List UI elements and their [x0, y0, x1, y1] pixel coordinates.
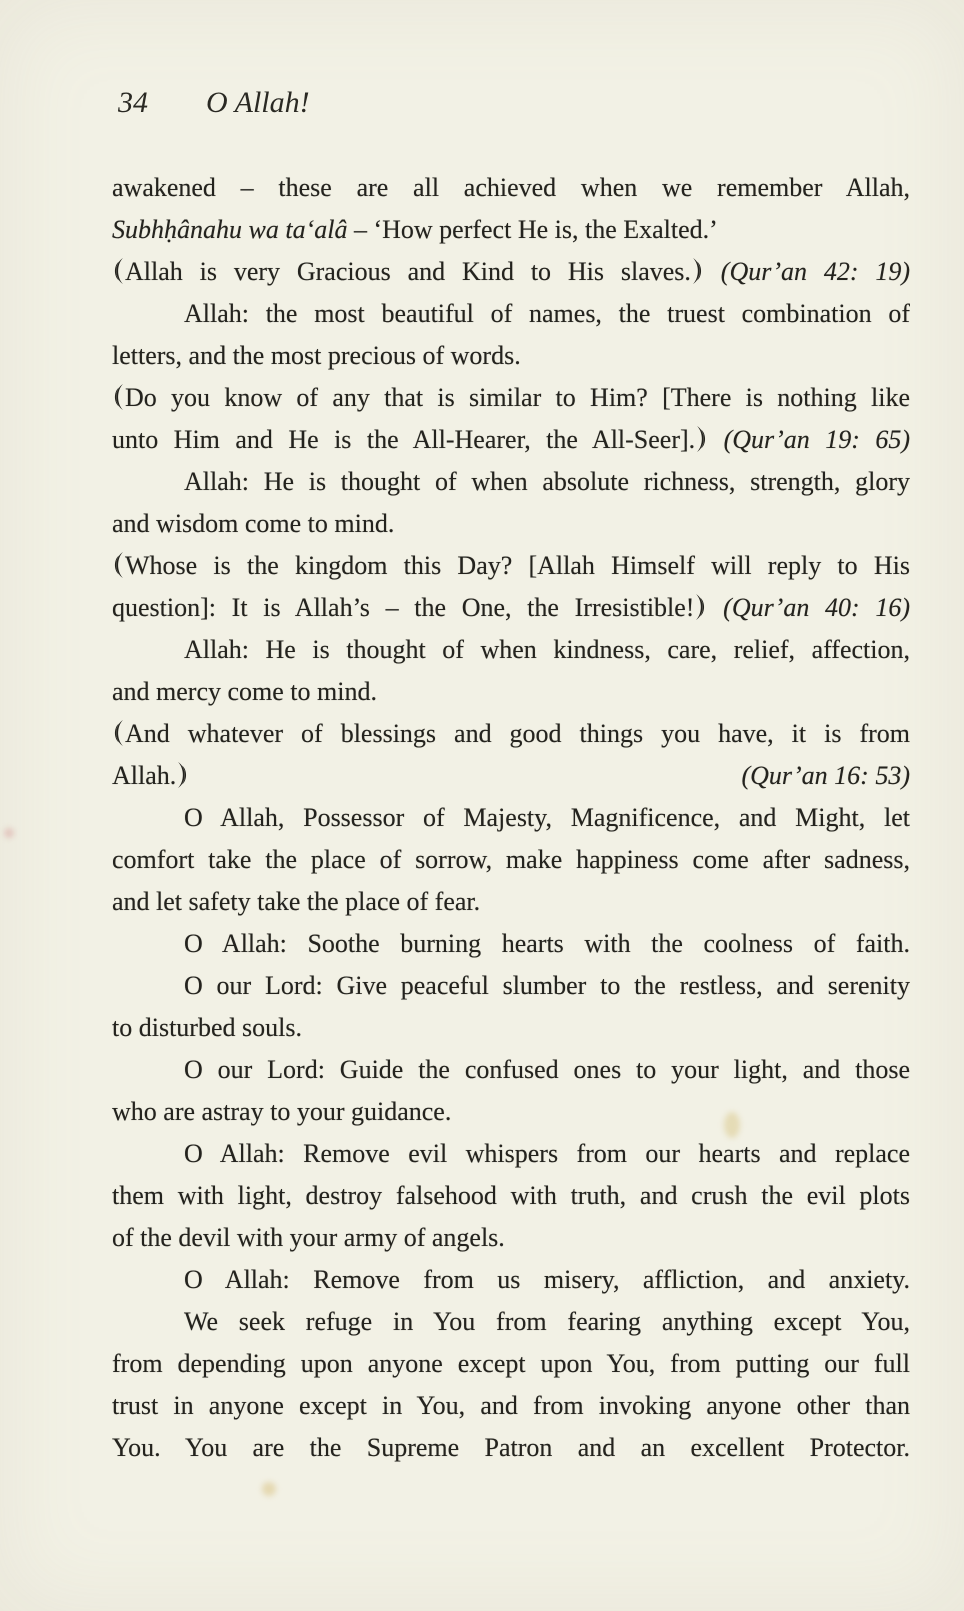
text-run: O Allah: Soothe burning hearts with the coolness of faith. — [184, 929, 910, 958]
text-line — [112, 797, 910, 839]
text-run: O our Lord: Guide the confused ones to your light, and those — [184, 1055, 910, 1084]
text-run: them with light, destroy falsehood with truth, and crush the evil plots — [112, 1181, 910, 1210]
italic-text-run: (Qur’an 16: 53) — [741, 761, 910, 790]
quran-citation — [742, 755, 911, 797]
text-run: and wisdom come to mind. — [112, 509, 395, 538]
text-line — [112, 377, 910, 419]
text-line — [112, 839, 910, 881]
text-run: to disturbed souls. — [112, 1013, 302, 1042]
text-run: Allah is very Gracious and Kind to His slaves. — [125, 257, 691, 286]
text-run: Whose is the kingdom this Day? [Allah Himself will reply to His — [125, 551, 910, 580]
italic-text-run: (Qur’an 40: 16) — [723, 593, 910, 622]
text-line — [112, 1091, 910, 1133]
text-run: trust in anyone except in You, and from invoking anyone other than — [112, 1391, 910, 1420]
text-run: Allah: He is thought of when kindness, care, relief, affection, — [184, 635, 910, 664]
quran-close-bracket-icon — [692, 257, 704, 285]
text-run: And whatever of blessings and good things you have, it is from — [125, 719, 910, 748]
text-line — [112, 167, 910, 209]
text-run: who are astray to your guidance. — [112, 1097, 452, 1126]
text-line — [112, 461, 910, 503]
text-line — [112, 419, 910, 461]
text-run: O our Lord: Give peaceful slumber to the restless, and serenity — [184, 971, 910, 1000]
text-run: Do you know of any that is similar to Him? [There is nothing like — [125, 383, 910, 412]
text-run: from depending upon anyone except upon You, from putting our full — [112, 1349, 910, 1378]
quran-open-bracket-icon — [112, 257, 124, 285]
text-line — [112, 1133, 910, 1175]
quran-open-bracket-icon — [112, 551, 124, 579]
text-line — [112, 1343, 910, 1385]
text-line — [112, 923, 910, 965]
text-line — [112, 1007, 910, 1049]
italic-text-run: Subhḥânahu wa ta‘alâ — [112, 215, 348, 244]
text-run: awakened – these are all achieved when we remember Allah, — [112, 173, 910, 202]
italic-text-run: (Qur’an 42: 19) — [720, 257, 910, 286]
scan-stain-artifact — [262, 1482, 276, 1496]
scan-stain-artifact — [4, 828, 14, 838]
text-run: O Allah, Possessor of Majesty, Magnificence, and Might, let — [184, 803, 910, 832]
text-line — [112, 587, 910, 629]
text-line — [112, 209, 910, 251]
italic-text-run: (Qur’an 19: 65) — [723, 425, 910, 454]
text-line — [112, 629, 910, 671]
text-run: – ‘How perfect He is, the Exalted.’ — [347, 215, 718, 244]
text-line — [112, 1175, 910, 1217]
text-run: comfort take the place of sorrow, make happiness come after sadness, — [112, 845, 910, 874]
running-title: O Allah! — [206, 86, 310, 119]
text-run: Allah. — [112, 761, 177, 790]
text-run: Allah: He is thought of when absolute richness, strength, glory — [184, 467, 910, 496]
page-body — [112, 167, 910, 1469]
text-line — [112, 1049, 910, 1091]
quran-open-bracket-icon — [112, 719, 124, 747]
text-run: letters, and the most precious of words. — [112, 341, 521, 370]
quran-close-bracket-icon — [696, 425, 708, 453]
text-run: unto Him and He is the All-Hearer, the All-Seer]. — [112, 425, 696, 454]
text-line — [112, 503, 910, 545]
text-line — [112, 1301, 910, 1343]
text-run — [708, 425, 723, 454]
text-line — [112, 755, 910, 797]
text-line — [112, 881, 910, 923]
text-run: Allah: the most beautiful of names, the truest combination of — [184, 299, 910, 328]
quran-close-bracket-icon — [177, 761, 189, 789]
quote-end-text — [112, 755, 189, 797]
text-line — [112, 1427, 910, 1469]
text-line — [112, 1259, 910, 1301]
text-run: You. You are the Supreme Patron and an excellent Protector. — [112, 1433, 910, 1462]
text-run: of the devil with your army of angels. — [112, 1223, 505, 1252]
text-line — [112, 713, 910, 755]
text-line — [112, 965, 910, 1007]
text-run: and mercy come to mind. — [112, 677, 377, 706]
text-line — [112, 1385, 910, 1427]
text-line — [112, 545, 910, 587]
text-run — [707, 593, 723, 622]
quran-close-bracket-icon — [695, 593, 707, 621]
text-run: and let safety take the place of fear. — [112, 887, 481, 916]
text-run: question]: It is Allah’s – the One, the Irresistible! — [112, 593, 695, 622]
quran-open-bracket-icon — [112, 383, 124, 411]
text-line — [112, 1217, 910, 1259]
text-line — [112, 251, 910, 293]
text-run — [704, 257, 721, 286]
text-run: We seek refuge in You from fearing anything except You, — [184, 1307, 910, 1336]
running-header — [118, 86, 310, 120]
text-line — [112, 671, 910, 713]
text-line — [112, 335, 910, 377]
text-line — [112, 293, 910, 335]
page-number: 34 — [118, 86, 148, 119]
text-run: O Allah: Remove evil whispers from our hearts and replace — [184, 1139, 910, 1168]
text-run: O Allah: Remove from us misery, affliction, and anxiety. — [184, 1265, 910, 1294]
